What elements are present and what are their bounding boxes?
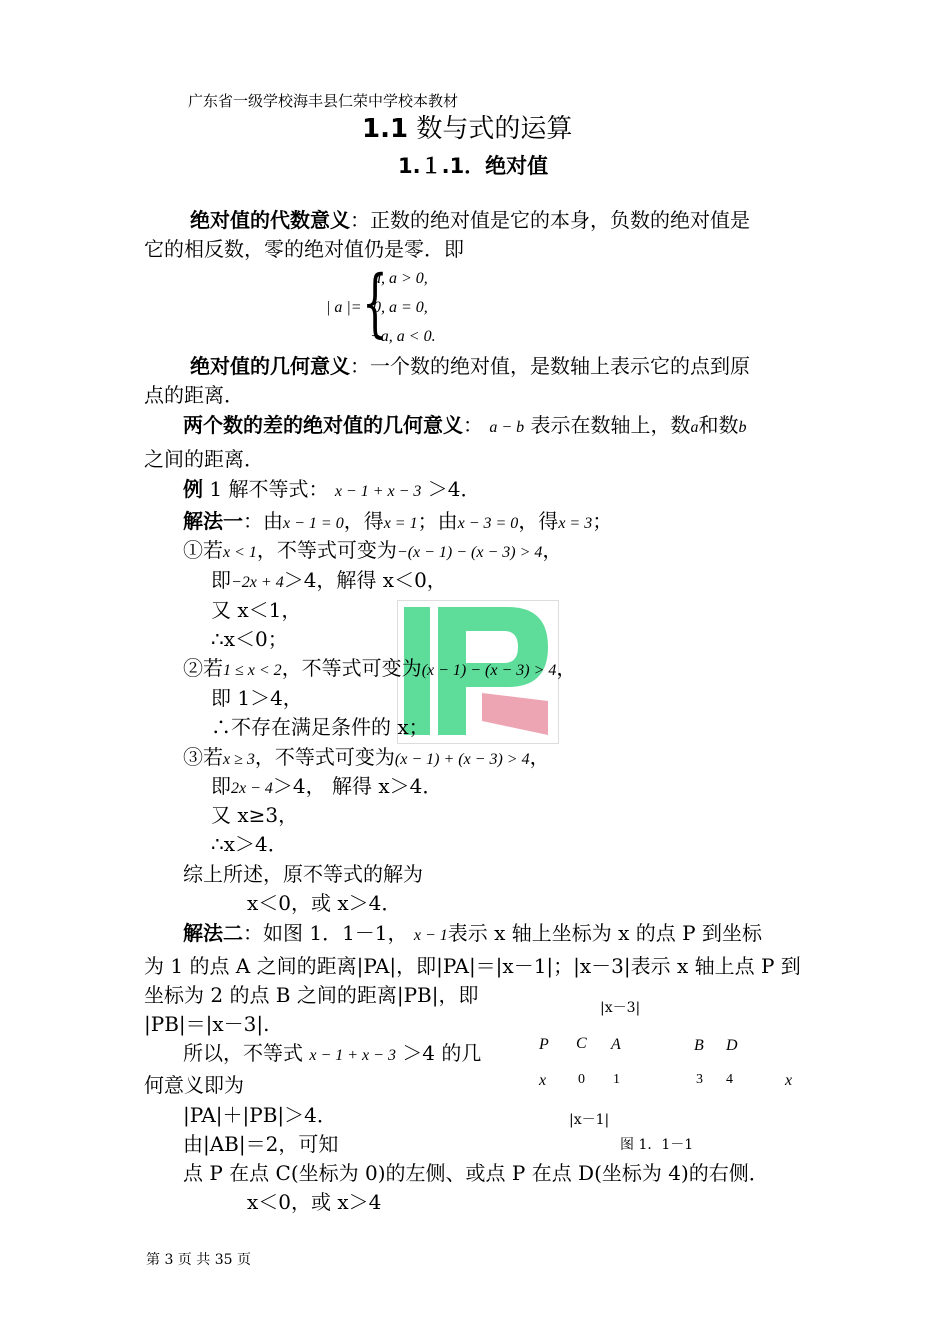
method1-case2-line3: ∴不存在满足条件的 x； <box>211 715 429 739</box>
figure-caption: 图 1．1－1 <box>620 1137 694 1153</box>
method2-line7: |PA|＋|PB|＞4． <box>183 1103 337 1127</box>
figure-point-a: A <box>611 1036 621 1053</box>
figure-tick-1: 1 <box>613 1072 620 1087</box>
method2-line2: 为 1 的点 A 之间的距离|PA|，即|PA|＝|x－1|；|x－3|表示 x 轴上点 P 到 <box>144 954 801 978</box>
difference-meaning-line1: 两个数的差的绝对值的几何意义： a − b 表示在数轴上，数a和数b <box>183 413 747 437</box>
method1-case1: ①若x < 1，不等式可变为−(x − 1) − (x − 3) > 4， <box>183 538 563 562</box>
figure-tick-0: 0 <box>578 1072 585 1087</box>
geometric-meaning-line1: 绝对值的几何意义：一个数的绝对值，是数轴上表示它的点到原 <box>190 354 750 378</box>
method2-line8: 由|AB|＝2，可知 <box>183 1132 339 1156</box>
method1-case3-line2: 即2x − 4＞4， 解得 x＞4． <box>211 774 443 798</box>
method2-line10: x＜0，或 x＞4 <box>247 1190 382 1214</box>
difference-meaning-line2: 之间的距离． <box>144 447 264 471</box>
method1-case3: ③若x ≥ 3，不等式可变为(x − 1) + (x − 3) > 4， <box>183 745 550 769</box>
figure-tick-4: 4 <box>726 1072 733 1087</box>
method1-summary: 综上所述，原不等式的解为 <box>183 862 423 886</box>
method1-solution: x＜0，或 x＞4． <box>247 891 402 915</box>
piecewise-lhs: | a |= <box>326 299 362 316</box>
page-footer: 第 3 页 共 35 页 <box>146 1252 251 1268</box>
method1-case2-line2: 即 1＞4， <box>211 686 303 710</box>
method1-case1-line2: 即−2x + 4＞4，解得 x＜0， <box>211 568 447 592</box>
figure-point-p: P <box>539 1036 549 1053</box>
figure-label-x-minus-3: |x－3| <box>600 1000 641 1016</box>
figure-label-x-minus-1: |x－1| <box>569 1112 610 1128</box>
method2-line3: 坐标为 2 的点 B 之间的距离|PB|，即 <box>144 983 479 1007</box>
piecewise-case3: −a, a < 0. <box>370 328 436 345</box>
algebraic-meaning-line2: 它的相反数，零的绝对值仍是零．即 <box>144 237 464 261</box>
school-header: 广东省一级学校海丰县仁荣中学校本教材 <box>188 92 459 110</box>
method1-case1-line3: 又 x＜1， <box>211 598 302 622</box>
piecewise-brace: { <box>362 260 388 346</box>
figure-point-c: C <box>576 1035 587 1052</box>
figure-point-d: D <box>726 1037 738 1054</box>
figure-axis-x-right: x <box>785 1072 793 1089</box>
method2-line6: 何意义即为 <box>144 1073 244 1097</box>
method2-line1: 解法二：如图 1．1－1， x − 1表示 x 轴上坐标为 x 的点 P 到坐标 <box>183 921 762 945</box>
algebraic-meaning-line1: 绝对值的代数意义：正数的绝对值是它的本身，负数的绝对值是 <box>190 208 750 232</box>
method1-line1: 解法一：由x − 1 = 0，得x = 1；由x − 3 = 0，得x = 3； <box>183 509 613 533</box>
piecewise-case1: a, a > 0, <box>373 270 428 287</box>
figure-axis-x-left: x <box>539 1072 547 1089</box>
method1-case2: ②若1 ≤ x < 2，不等式可变为(x − 1) − (x − 3) > 4， <box>183 656 577 680</box>
method1-case3-line3: 又 x≥3， <box>211 803 299 827</box>
method2-line4: |PB|＝|x－3|. <box>144 1012 270 1036</box>
figure-point-b: B <box>694 1037 704 1054</box>
piecewise-case2: 0, a = 0, <box>373 299 428 316</box>
method2-line9: 点 P 在点 C(坐标为 0)的左侧、或点 P 在点 D(坐标为 4)的右侧． <box>183 1161 769 1185</box>
example-1: 例 1 解不等式： x − 1 + x − 3 ＞4． <box>183 477 481 501</box>
figure-tick-3: 3 <box>696 1072 703 1087</box>
geometric-meaning-line2: 点的距离． <box>144 383 244 407</box>
method2-line5: 所以，不等式 x − 1 + x − 3 ＞4 的几 <box>183 1041 482 1065</box>
subsection-title: 1.１.1．绝对值 <box>398 154 549 178</box>
method1-case1-line4: ∴x＜0； <box>211 627 288 651</box>
section-title: 1.1 数与式的运算 <box>362 114 573 144</box>
method1-case3-line4: ∴x＞4． <box>211 832 288 856</box>
